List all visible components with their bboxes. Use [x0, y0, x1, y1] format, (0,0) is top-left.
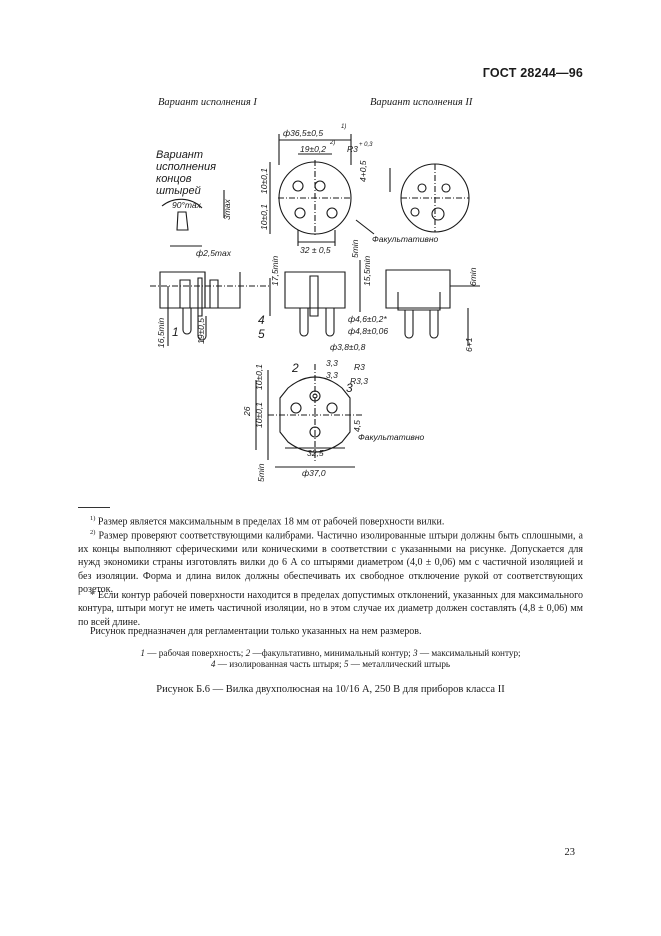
dim-h26: 26: [242, 406, 252, 416]
plug-front-view-variant-2: [390, 164, 469, 232]
legend-num-3: 3: [413, 648, 418, 658]
dim-r3-tol: + 0,3: [359, 142, 373, 148]
dim-h4: 4+0,5: [358, 160, 368, 182]
dim-min5-top: 5min: [350, 239, 360, 258]
plug-side-view-variant-1b: [285, 260, 360, 336]
dim-w325: 32,5: [307, 448, 324, 458]
footnote-star: [78, 589, 583, 629]
figure-purpose-note: [78, 625, 583, 638]
dim-min155: 15,5min: [362, 255, 372, 286]
footnote-2-mark: 2): [90, 529, 96, 536]
footnote-star-text: * Если контур рабочей поверхности находится в пределах допустимых отклонений, указанных для максимального контура, штыри могут не иметь частичной изоляции, но в этом случае их диаметр должен составлять (4,8 ± 0,06) мм по всей длине.: [78, 590, 583, 628]
dim-min6: 6min: [468, 267, 478, 286]
plug-side-view-variant-2: [386, 270, 480, 346]
legend-line-1: [78, 648, 583, 660]
dim-r3: R3: [347, 144, 358, 154]
dim-d25: ф2,5max: [196, 248, 231, 258]
variant-2-label: Вариант исполнения II: [370, 97, 473, 108]
dim-t45: 4,5: [352, 420, 362, 432]
footnote-2-text: Размер проверяют соответствующими калибрами. Частично изолированные штыри должны быть сплошными, а их концы выполняют сферическими или коническими в соответствии с указанными на рисунке. Допускается для нужд экономики страны изготовлять вилки до 6 А со штырями диаметром (4,0 ± 0,06) мм с частичной изоляцией и без изоляции. Форма и длина вилок должны обеспечивать их свободное отключение рукой от соответствующих розеток.: [78, 530, 583, 595]
dim-min175: 17,5min: [270, 255, 280, 286]
note-ends-line4: штырей: [156, 185, 201, 197]
dim-max3: 3max: [222, 199, 232, 220]
dim-b33-bottom: 3,3: [326, 370, 338, 380]
callout-3: 3: [346, 381, 353, 395]
dim-d36: ф36,5±0,5: [283, 128, 324, 138]
dim-h10-lower-top: 10±0,1: [254, 364, 264, 390]
label-optional-2: Факультативно: [358, 432, 425, 442]
callout-1: 1: [172, 325, 179, 339]
dim-min165: 16,5min: [156, 317, 166, 348]
label-optional-1: Факультативно: [372, 234, 439, 244]
dim-w19-note: 2): [330, 140, 336, 146]
legend-text-3: — максимальный контур;: [417, 648, 521, 658]
dim-h10-lower-bottom: 10±0,1: [254, 402, 264, 428]
plug-side-view-variant-1: [150, 272, 270, 346]
legend-text-1: — рабочая поверхность;: [145, 648, 246, 658]
footnote-1-text: Размер является максимальным в пределах 18 мм от рабочей поверхности вилки.: [97, 516, 445, 528]
callout-2: 2: [292, 361, 299, 375]
note-ends-line3: концов: [156, 173, 192, 185]
dim-w19: 19±0,2: [300, 144, 326, 154]
dim-d37: ф37,0: [302, 468, 326, 478]
dim-d48: ф4,8±0,06: [348, 326, 389, 336]
technical-drawing: [150, 110, 500, 490]
dim-angle: 90°max: [172, 200, 201, 210]
legend-num-4: 4: [210, 659, 216, 669]
dim-d36-note: 1): [341, 124, 347, 130]
footnote-1-mark: 1): [90, 515, 96, 522]
dim-l19: 19±0,5: [196, 318, 206, 344]
figure-caption: Рисунок Б.6 — Вилка двухполюсная на 10/16 А, 250 В для приборов класса II: [156, 684, 505, 695]
legend-text-2: —факультативно, минимальный контур;: [250, 648, 414, 658]
footnote-separator: [78, 507, 110, 508]
dim-w32: 32 ± 0,5: [300, 245, 331, 255]
callout-5: 5: [258, 327, 265, 341]
dim-h10-top: 10±0,1: [259, 168, 269, 194]
legend-num-2: 2: [245, 648, 251, 658]
page-number: 23: [564, 847, 575, 858]
dim-b33-top: 3,3: [326, 358, 338, 368]
variant-1-label: Вариант исполнения I: [158, 97, 257, 108]
dim-r33: R3,3: [350, 376, 368, 386]
note-ends-line2: исполнения: [156, 161, 216, 173]
legend-text-5: — металлический штырь: [348, 659, 451, 669]
dim-r3-lower: R3: [354, 362, 365, 372]
legend-num-5: 5: [343, 659, 349, 669]
dim-d46: ф4,6±0,2*: [348, 314, 387, 324]
footnote-2: [78, 526, 583, 596]
dim-d38: ф3,8±0,8: [330, 342, 366, 352]
legend-line-2: [78, 659, 583, 671]
legend-num-1: 1: [140, 648, 145, 658]
figure-purpose-text: Рисунок предназначен для регламентации только указанных на нем размеров.: [90, 626, 422, 637]
dim-p6: 6+1: [464, 337, 474, 352]
legend-text-4: — изолированная часть штыря;: [215, 659, 344, 669]
pin-end-detail: [162, 190, 224, 246]
dim-min5-bottom: 5min: [256, 463, 266, 482]
callout-4: 4: [258, 313, 265, 327]
note-ends-line1: Вариант: [156, 149, 204, 161]
dim-h10-bottom: 10±0,1: [259, 204, 269, 230]
document-code: ГОСТ 28244—96: [482, 66, 583, 80]
